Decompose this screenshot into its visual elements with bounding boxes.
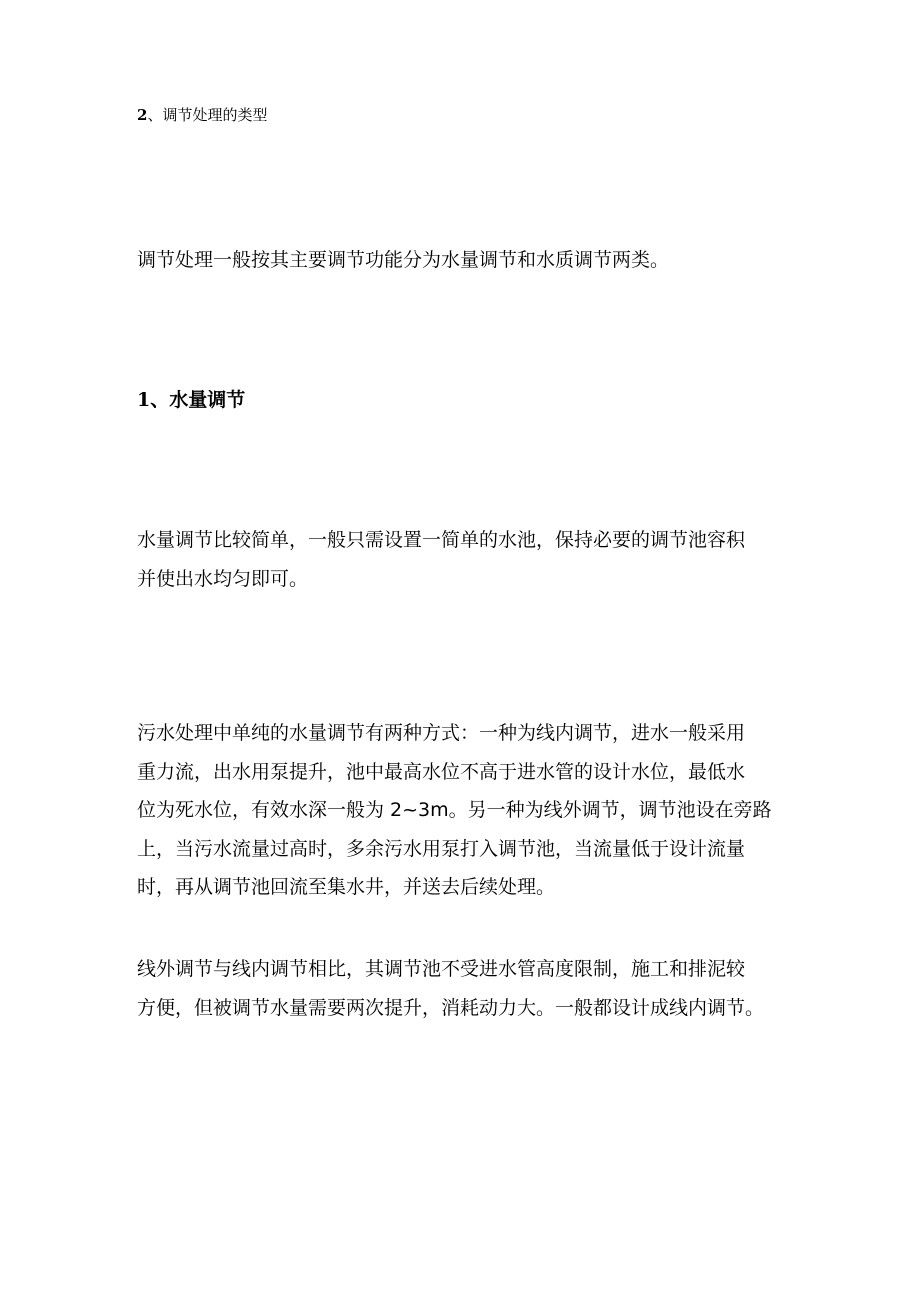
- paragraph-line: 并使出水均匀即可。: [137, 567, 309, 590]
- section-subheading: [137, 104, 267, 126]
- paragraph-line: 水量调节比较简单，一般只需设置一简单的水池，保持必要的调节池容积: [137, 529, 746, 551]
- paragraph-line: 线外调节与线内调节相比，其调节池不受进水管高度限制，施工和排泥较: [137, 958, 746, 980]
- paragraph-adjustment-methods: [137, 714, 772, 907]
- paragraph-line: 重力流，出水用泵提升，池中最高水位不高于进水管的设计水位，最低水: [137, 760, 746, 783]
- paragraph-line: 时，再从调节池回流至集水井，并送去后续处理。: [137, 876, 556, 898]
- paragraph-line: 上，当污水流量过高时，多余污水用泵打入调节池，当流量低于设计流量: [137, 837, 746, 860]
- paragraph-water-volume-intro: [137, 521, 745, 598]
- intro-paragraph: 调节处理一般按其主要调节功能分为水量调节和水质调节两类。: [137, 249, 670, 271]
- subheading-text: 、调节处理的类型: [147, 106, 268, 124]
- paragraph-line: 污水处理中单纯的水量调节有两种方式：一种为线内调节，进水一般采用: [137, 722, 746, 744]
- paragraph-line: 位为死水位，有效水深一般为 2~3m。另一种为线外调节，调节池设在旁路: [137, 799, 772, 821]
- section-heading: [137, 386, 245, 414]
- heading-number: 1: [137, 389, 151, 411]
- subheading-number: 2: [137, 106, 148, 124]
- heading-text: 、水量调节: [150, 389, 246, 411]
- paragraph-comparison: [137, 950, 764, 1027]
- paragraph-line: 方便，但被调节水量需要两次提升，消耗动力大。一般都设计成线内调节。: [137, 996, 765, 1019]
